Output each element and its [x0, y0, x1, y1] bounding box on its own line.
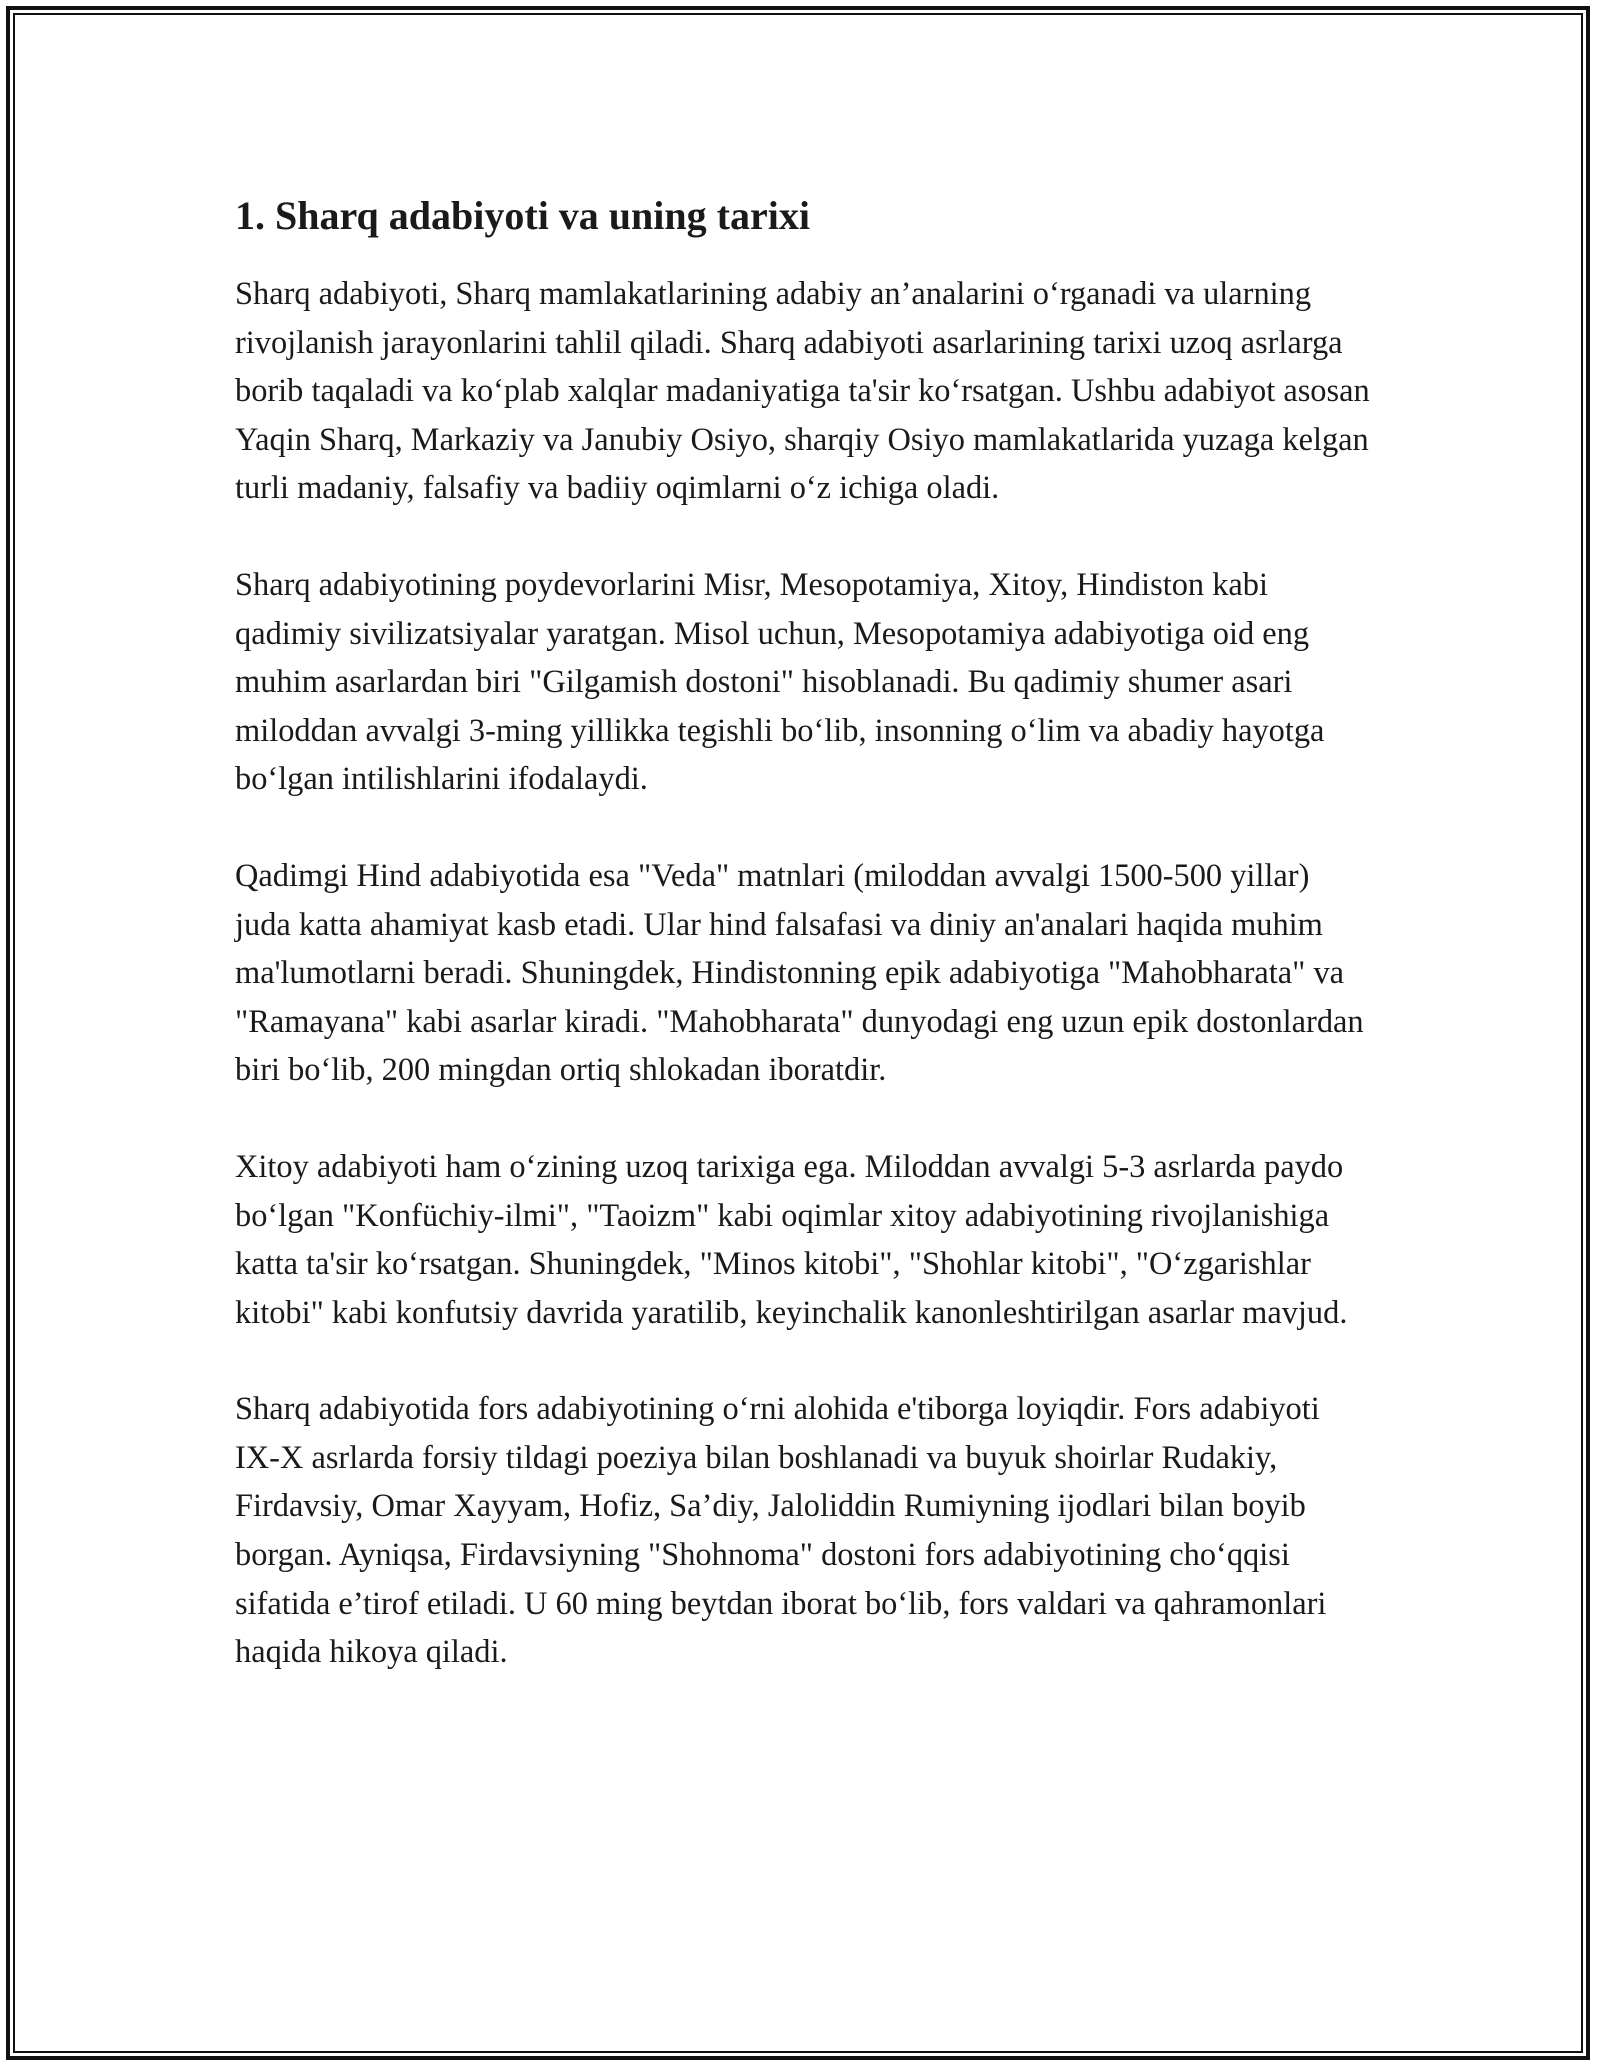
paragraph-chinese-literature: Xitoy adabiyoti ham o‘zining uzoq tarixiga ega. Miloddan avvalgi 5-3 asrlarda paydo bo‘lgan "Konfüchiy-ilmi", "Taoizm" kabi oqimlar xitoy adabiyotining rivojlanishiga katta ta'sir ko‘rsatgan. Shuningdek, "Minos kitobi", "Shohlar kitobi", "O‘zgarishlar kitobi" kabi konfutsiy davrida yaratilib, keyinchalik kanonleshtirilgan asarlar mavjud. [235, 1148, 1348, 1331]
document-body [235, 190, 1370, 1725]
paragraph-persian-literature: Sharq adabiyotida fors adabiyotining o‘rni alohida e'tiborga loyiqdir. Fors adabiyoti IX-X asrlarda forsiy tildagi poeziya bilan boshlanadi va buyuk shoirlar Rudakiy, Firdavsiy, Omar Xayyam, Hofiz, Sa’diy, Jaloliddin Rumiyning ijodlari bilan boyib borgan. Ayniqsa, Firdavsiyning "Shohnoma" dostoni fors adabiyotining cho‘qqisi sifatida e’tirof etiladi. U 60 ming beytdan iborat bo‘lib, fors valdari va qahramonlari haqida hikoya qiladi. [235, 1391, 1327, 1671]
paragraph-indian-literature: Qadimgi Hind adabiyotida esa "Veda" matnlari (miloddan avvalgi 1500-500 yillar) juda katta ahamiyat kasb etadi. Ular hind falsafasi va diniy an'analari haqida muhim ma'lumotlarni beradi. Shuningdek, Hindistonning epik adabiyotiga "Mahobharata" va "Ramayana" kabi asarlar kiradi. "Mahobharata" dunyodagi eng uzun epik dostonlardan biri bo‘lib, 200 mingdan ortiq shlokadan iboratdir. [235, 857, 1364, 1089]
paragraph-intro: Sharq adabiyoti, Sharq mamlakatlarining adabiy an’analarini o‘rganadi va ularning rivojlanish jarayonlarini tahlil qiladi. Sharq adabiyoti asarlarining tarixi uzoq asrlarga borib taqaladi va ko‘plab xalqlar madaniyatiga ta'sir ko‘rsatgan. Ushbu adabiyot asosan Yaqin Sharq, Markaziy va Janubiy Osiyo, sharqiy Osiyo mamlakatlarida yuzaga kelgan turli madaniy, falsafiy va badiiy oqimlarni o‘z ichiga oladi. [235, 276, 1370, 507]
paragraph-foundations: Sharq adabiyotining poydevorlarini Misr, Mesopotamiya, Xitoy, Hindiston kabi qadimiy sivilizatsiyalar yaratgan. Misol uchun, Mesopotamiya adabiyotiga oid eng muhim asarlardan biri "Gilgamish dostoni" hisoblanadi. Bu qadimiy shumer asari miloddan avvalgi 3-ming yillikka tegishli bo‘lib, insonning o‘lim va abadiy hayotga bo‘lgan intilishlarini ifodalaydi. [235, 566, 1325, 798]
section-heading: 1. Sharq adabiyoti va uning tarixi [235, 193, 810, 238]
